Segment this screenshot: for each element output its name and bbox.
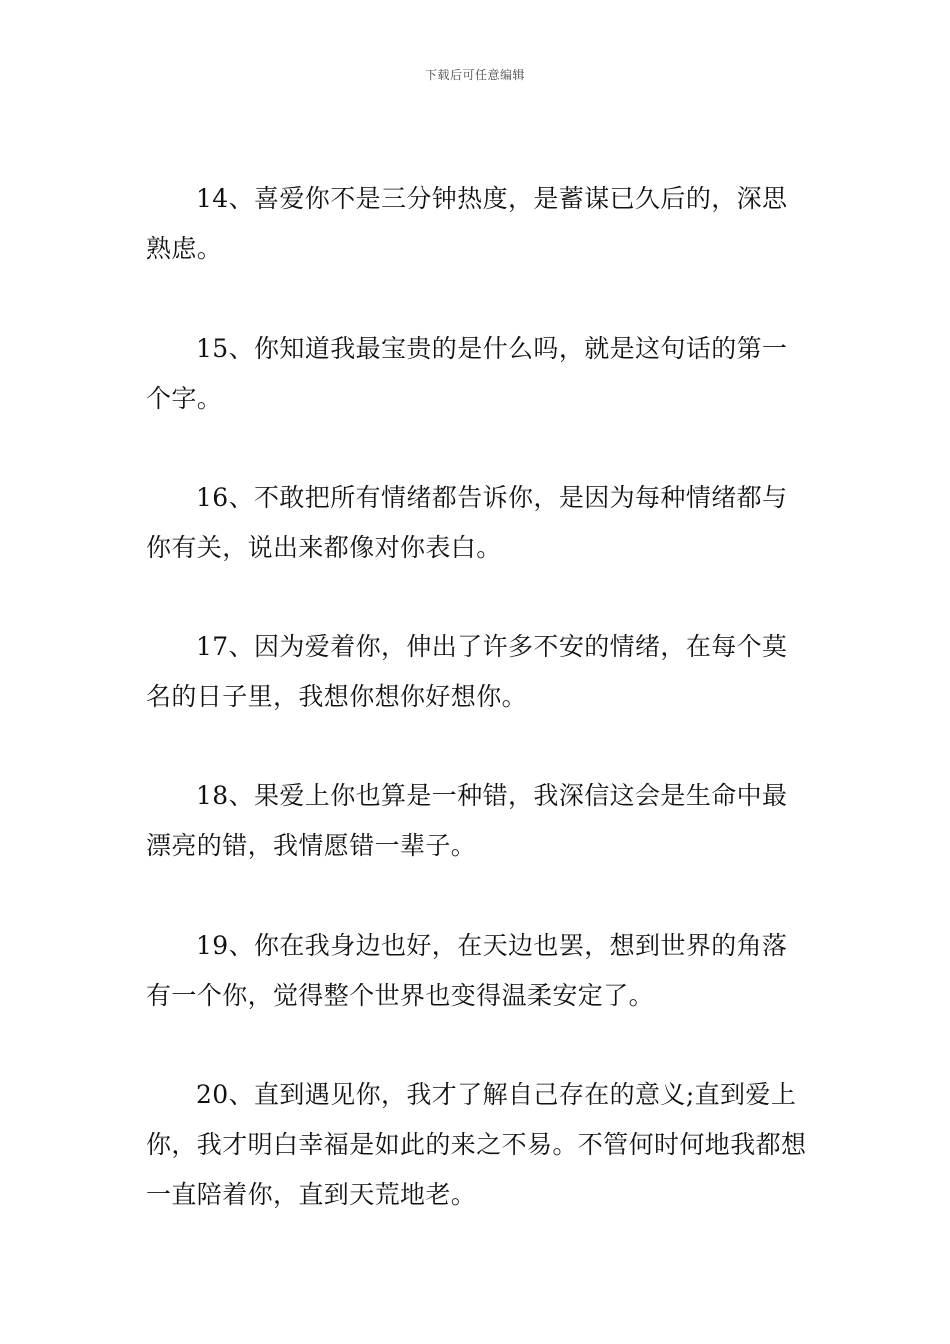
paragraph-15: 15、你知道我最宝贵的是什么吗，就是这句话的第一个字。	[146, 334, 788, 413]
paragraph-18: 18、果爱上你也算是一种错，我深信这会是生命中最漂亮的错，我情愿错一辈子。	[146, 781, 788, 860]
paragraph-17: 17、因为爱着你，伸出了许多不安的情绪，在每个莫名的日子里，我想你想你好想你。	[146, 632, 788, 711]
paragraph-19: 19、你在我身边也好，在天边也罢，想到世界的角落有一个你，觉得整个世界也变得温柔安定了。	[146, 931, 788, 1010]
paragraph-14: 14、喜爱你不是三分钟热度，是蓄谋已久后的，深思熟虑。	[146, 184, 788, 263]
page-header-note: 下载后可任意编辑	[424, 68, 525, 82]
paragraph-20: 20、直到遇见你，我才了解自己存在的意义;直到爱上你，我才明白幸福是如此的来之不易。不管何时何地我都想一直陪着你，直到天荒地老。	[146, 1080, 807, 1209]
paragraph-16: 16、不敢把所有情绪都告诉你，是因为每种情绪都与你有关，说出来都像对你表白。	[146, 483, 788, 562]
